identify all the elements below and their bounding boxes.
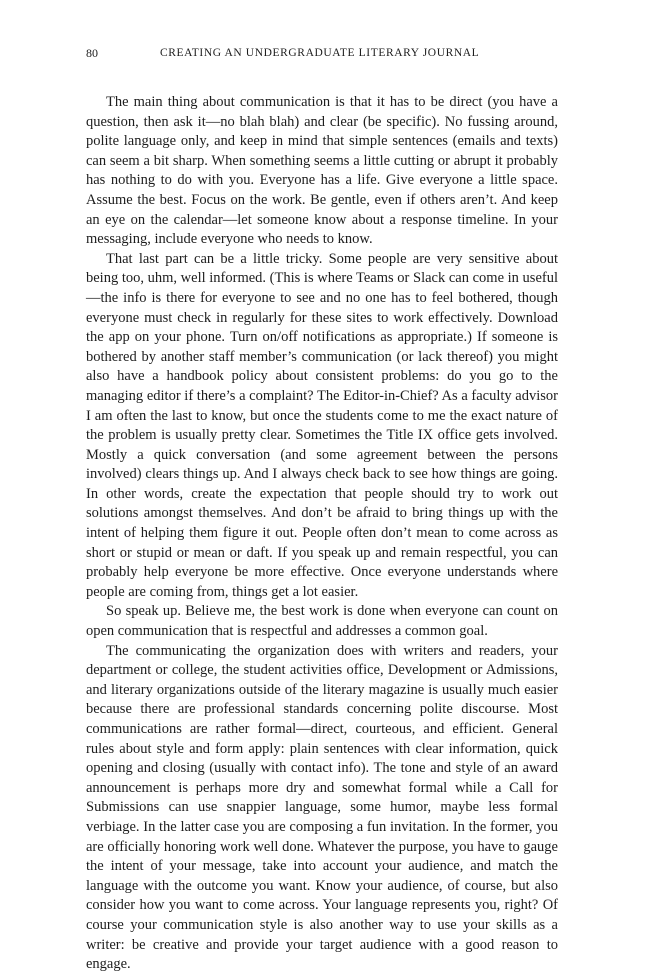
paragraph-4: The communicating the organization does with writers and readers, your department or college, the student activities office, Development or Admissions, and literary organizations outside of the literary magazine is usually much easier because there are professional standards concerning polite discourse. Most communications are rather formal—direct, courteous, and efficient. General rules about style and form apply: plain sentences with clear information, quick opening and closing (usually with contact info). The tone and style of an award announcement is perhaps more dry and somewhat formal while a Call for Submissions can use snappier language, some humor, maybe less formal verbiage. In the latter case you are composing a fun invitation. In the former, you are officially honoring work well done. Whatever the purpose, you have to gauge the intent of your message, take into account your audience, and match the language with the outcome you want. Know your audience, of course, but also consider how you want to come across. Your language represents you, right? Of course your communication style is also another way to use your skills as a writer: be creative and provide your target audience with a good reason to engage. (86, 642, 558, 973)
paragraph-3: So speak up. Believe me, the best work is done when everyone can count on open communication that is respectful and addresses a common goal. (86, 603, 558, 640)
running-head (86, 44, 566, 62)
page-number: 80 (86, 46, 98, 60)
body-text (86, 93, 558, 975)
paragraph-1: The main thing about communication is that it has to be direct (you have a question, then ask it—no blah blah) and clear (be specific). No fussing around, polite language only, and keep in mind that simple sentences (emails and texts) can seem a bit sharp. When something seems a little cutting or abrupt it probably has nothing to do with you. Everyone has a life. Give everyone a little space. Assume the best. Focus on the work. Be gentle, even if others aren’t. And keep an eye on the calendar—let someone know about a response timeline. In your messaging, include everyone who needs to know. (86, 94, 558, 248)
paragraph-2: That last part can be a little tricky. Some people are very sensitive about being too, uhm, well informed. (This is where Teams or Slack can come in useful—the info is there for everyone to see and no one has to feel bothered, though everyone must check in regularly for these sites to work effectively. Download the app on your phone. Turn on/off notifications as appropriate.) If someone is bothered by another staff member’s communication (or lack thereof) you might also have a handbook policy about consistent problems: do you go to the managing editor if there’s a complaint? The Editor-in-Chief? As a faculty advisor I am often the last to know, but once the students come to me the exact nature of the problem is usually pretty clear. Sometimes the Title IX office gets involved. Mostly a quick conversation (and some agreement between the persons involved) clears things up. And I always check back to see how things are going. In other words, create the expectation that people should try to work out solutions amongst themselves. And don’t be afraid to bring things up with the intent of helping them figure it out. People often don’t mean to come across as short or stupid or mean or daft. If you speak up and remain respectful, you can probably help everyone be more effective. Once everyone understands where people are coming from, things get a lot easier. (86, 250, 558, 600)
running-title: CREATING AN UNDERGRADUATE LITERARY JOURNAL (160, 47, 480, 59)
